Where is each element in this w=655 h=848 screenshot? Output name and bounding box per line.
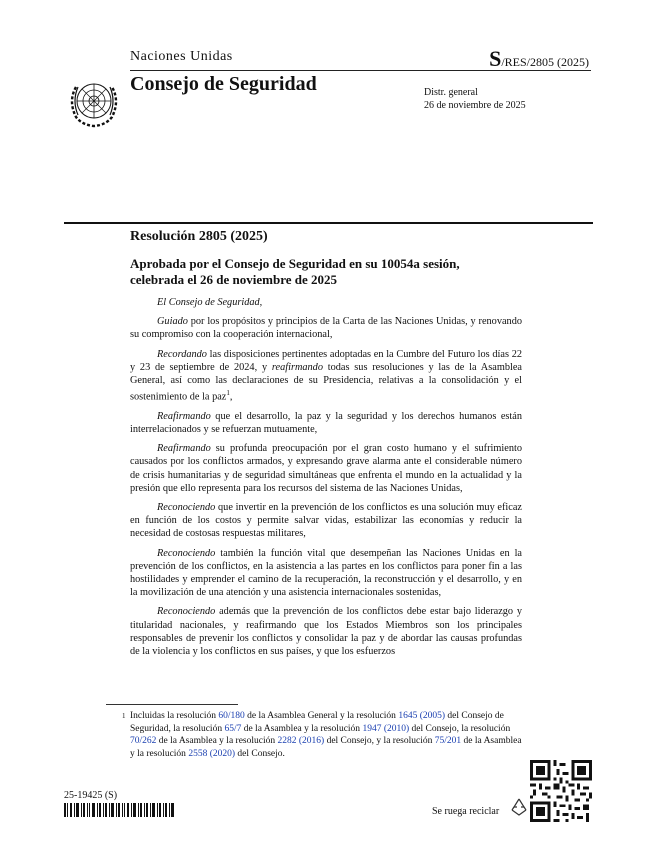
link-res-65-7[interactable]: 65/7 <box>224 723 242 734</box>
link-res-70-262[interactable]: 70/262 <box>130 736 157 746</box>
title-rule <box>64 222 593 224</box>
council-name: Consejo de Seguridad <box>130 73 317 95</box>
footnote-reference[interactable]: 1 <box>226 389 230 398</box>
opening-line: El Consejo de Seguridad, <box>157 297 263 308</box>
document-date: 26 de noviembre de 2025 <box>424 100 526 111</box>
paragraph: Reconociendo también la función vital que desempeñan las Naciones Unidas en la prevención de los conflictos, en la asistencia a las partes en los conflictos para poner fin a las hostilidades y emprender el camino de la recuperación, la reconstrucción y el desarrollo, y en la movilización de una atención y una asistencia internacionales sostenidas, <box>130 547 522 599</box>
symbol-number: /RES/2805 (2025) <box>501 55 589 69</box>
link-res-60-180[interactable]: 60/180 <box>218 711 245 721</box>
header-rule <box>130 70 591 71</box>
distribution-block <box>424 86 526 112</box>
document-symbol <box>489 46 589 72</box>
footnote-rule <box>106 704 238 705</box>
resolution-title: Resolución 2805 (2025) <box>130 229 268 244</box>
link-res-1645[interactable]: 1645 (2005) <box>398 711 446 721</box>
adoption-subtitle: Aprobada por el Consejo de Seguridad en su 10054a sesión, celebrada el 26 de noviembre de 2025 <box>130 256 460 287</box>
footnote-mark: 1 <box>122 712 126 720</box>
distribution-label: Distr. general <box>424 87 478 98</box>
paragraph: Reconociendo que invertir en la prevención de los conflictos es una solución muy eficaz en función de los costos y permite salvar vidas, estabilizar las economías y reducir la necesidad de costosas respuestas militares, <box>130 502 522 540</box>
link-res-75-201[interactable]: 75/201 <box>434 736 462 746</box>
paragraph: Reafirmando su profunda preocupación por el gran costo humano y el sufrimiento causados por los conflictos armados, y expresando grave alarma ante el considerable número de crisis humanitarias y de seguridad simultáneas que enfrenta el mundo en la actualidad y la presión que ello representa para los recursos del sistema de las Naciones Unidas, <box>130 443 522 494</box>
paragraph: Reconociendo además que la prevención de los conflictos debe estar bajo liderazgo y titularidad nacionales, y reafirmando que los Estados Miembros son los principales responsables de prevenir los conflictos y consolidar la paz y de abordar las causas profundas de la violencia y los conflictos en sus países, y que los esfuerzos <box>130 606 522 658</box>
link-res-2282[interactable]: 2282 (2016) <box>277 736 325 746</box>
document-number: 25-19425 (S) <box>64 790 118 801</box>
resolution-body <box>130 296 522 664</box>
link-res-1947[interactable]: 1947 (2010) <box>362 723 410 734</box>
barcode-icon <box>64 803 174 817</box>
un-emblem-icon <box>66 73 122 129</box>
recycle-note: Se ruega reciclar <box>432 806 500 817</box>
recycle-icon <box>508 796 530 818</box>
paragraph: Recordando las disposiciones pertinentes adoptadas en la Cumbre del Futuro los días 22 y 23 de septiembre de 2024, y reafirmando todas sus resoluciones y las de la Asamblea General, así como las declaraciones de su Presidencia, relativas a la consolidación y el sostenimiento de la paz$^1$, <box>130 348 522 403</box>
paragraph: Guiado por los propósitos y principios de la Carta de las Naciones Unidas, y renovando su compromiso con la cooperación internacional, <box>130 316 522 341</box>
symbol-letter: S <box>489 46 502 71</box>
link-res-2558[interactable]: 2558 (2020) <box>188 748 236 759</box>
paragraph: Reafirmando que el desarrollo, la paz y la seguridad y los derechos humanos están interrelacionados y se refuerzan mutuamente, <box>130 410 522 436</box>
organization-name: Naciones Unidas <box>130 49 233 64</box>
footnote: 1 Incluidas la resolución 60/180 de la Asamblea General y la resolución 1645 (2005) del Consejo de Seguridad, la resolución 65/7 de la Asamblea y la resolución 1947 (2010) del Consejo, la resolución 70/262 de la Asamblea y la resolución 2282 (2016) del Consejo, y la resolución 75/201 de la Asamblea y la resolución 2558 (2020) del Consejo. <box>122 711 522 759</box>
qr-code-icon[interactable] <box>530 760 592 822</box>
